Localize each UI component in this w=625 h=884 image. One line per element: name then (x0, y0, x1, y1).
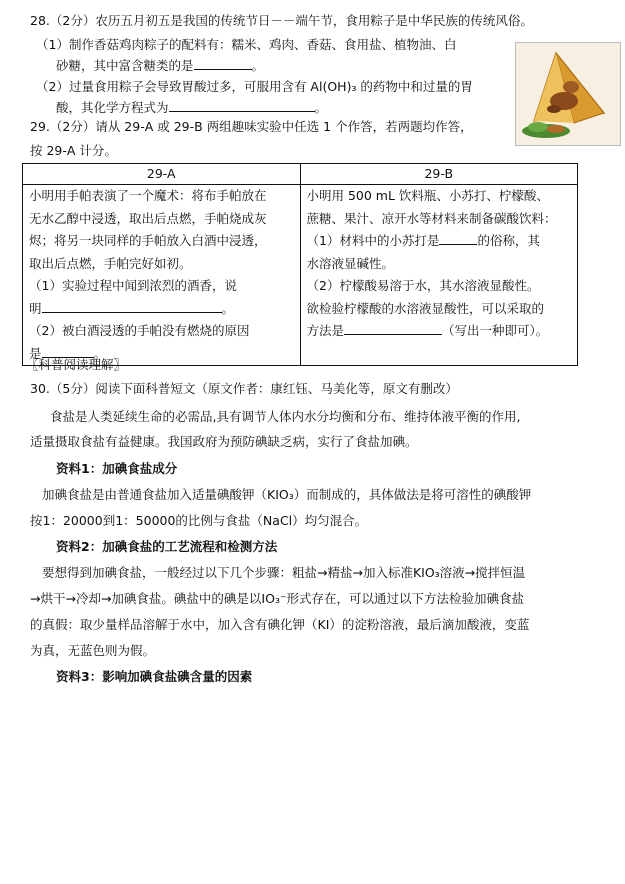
q29-table (22, 163, 578, 366)
material2-line2: →烘干→冷却→加碘食盐。碘盐中的碘是以IO₃⁻形式存在，可以通过以下方法检验加碘食盐 (30, 591, 525, 606)
q28-heading: 28.（2分）农历五月初五是我国的传统节日－－端午节，食用粽子是中华民族的传统风俗。 (30, 13, 533, 28)
a-period-1: 。 (221, 300, 235, 316)
a-line-7: （2）被白酒浸透的手帕没有燃烧的原因 (29, 323, 250, 338)
answer-blank-baking-soda[interactable] (439, 231, 477, 245)
a-line-5: （1）实验过程中闻到浓烈的酒香，说 (29, 278, 237, 293)
q28-period: 。 (251, 58, 265, 73)
material2-line4: 为真，无蓝色则为假。 (30, 643, 156, 658)
answer-blank-sugar[interactable] (194, 56, 252, 70)
q30-intro-1: 食盐是人类延续生命的必需品,具有调节人体内水分均衡和分布、维持体液平衡的作用, (50, 409, 521, 424)
q28-part2-line2 (56, 98, 327, 117)
col-29b-content (300, 185, 578, 366)
material2-line3: 的真假：取少量样品溶解于水中，加入含有碘化钾（KI）的淀粉溶液，最后滴加酸液，变蓝 (30, 617, 530, 632)
zongzi-illustration (516, 43, 620, 145)
q28-period-2: 。 (314, 100, 328, 115)
a-line-6-text: 明 (29, 300, 42, 316)
b-line-7-text: 方法是 (306, 323, 345, 338)
a-line-2: 无水乙醇中浸透，取出后点燃，手帕烧成灰 (29, 210, 267, 226)
b-line-3-text: （1）材料中的小苏打是 (306, 233, 440, 248)
answer-blank-acid-test[interactable] (344, 321, 442, 335)
col-29a-content (23, 185, 301, 366)
material1-title: 资料1：加碘食盐成分 (56, 461, 178, 476)
q28-part2-line1: （2）过量食用粽子会导致胃酸过多，可服用含有 Al(OH)₃ 的药物中和过量的胃 (36, 79, 473, 94)
b-line-4: 水溶液显碱性。 (306, 255, 395, 271)
col-29b-header: 29-B (300, 164, 578, 185)
q28-part2-text: 酸，其化学方程式为 (56, 100, 169, 115)
q28-part1-line2 (56, 56, 264, 75)
a-line-6 (29, 298, 294, 321)
b-line-5: （2）柠檬酸易溶于水，其水溶液显酸性。 (306, 278, 540, 293)
a-line-4: 取出后点燃，手帕完好如初。 (29, 255, 192, 271)
b-line-2: 蔗糖、果汁、凉开水等材料来制备碳酸饮料： (306, 210, 557, 226)
b-line-3 (307, 230, 572, 253)
a-line-3: 烬；将另一块同样的手帕放入白酒中浸透， (29, 233, 267, 248)
a-period-2: 。 (93, 345, 107, 361)
material1-line1: 加碘食盐是由普通食盐加入适量碘酸钾（KIO₃）而制成的，具体做法是将可溶性的碘酸钾 (42, 487, 532, 502)
b-line-3-tail: 的俗称，其 (477, 233, 540, 248)
b-line-6: 欲检验柠檬酸的水溶液显酸性，可以采取的 (306, 300, 545, 316)
b-line-7-tail: （写出一种即可）。 (442, 323, 549, 338)
section-heading: 〖科普阅读理解〗 (26, 357, 127, 372)
material1-line2: 按1：20000到1：50000的比例与食盐（NaCl）均匀混合。 (30, 513, 368, 528)
material3-title: 资料3：影响加碘食盐碘含量的因素 (56, 669, 253, 684)
q30-intro-2: 适量摄取食盐有益健康。我国政府为预防碘缺乏病，实行了食盐加碘。 (30, 434, 418, 449)
material2-title: 资料2：加碘食盐的工艺流程和检测方法 (56, 539, 278, 554)
answer-blank-wine-smell[interactable] (42, 299, 222, 313)
q29-heading: 29.（2分）请从 29-A 或 29-B 两组趣味实验中任选 1 个作答，若两题均作答， (30, 119, 473, 134)
col-29a-header: 29-A (23, 164, 301, 185)
material2-line1: 要想得到加碘食盐，一般经过以下几个步骤：粗盐→精盐→加入标准KIO₃溶液→搅拌恒温 (42, 565, 526, 580)
b-line-1: 小明用 500 mL 饮料瓶、小苏打、柠檬酸、 (306, 188, 549, 203)
q30-heading: 30.（5分）阅读下面科普短文（原文作者：康红钰、马美化等，原文有删改） (30, 381, 458, 396)
a-line-1: 小明用手帕表演了一个魔术：将布手帕放在 (29, 188, 267, 203)
zongzi-image (515, 42, 621, 146)
q28-part1-line1: （1）制作香菇鸡肉粽子的配料有：糯米、鸡肉、香菇、食用盐、植物油、白 (36, 37, 457, 52)
answer-blank-equation[interactable] (169, 98, 315, 112)
q28-part1-text: 砂糖，其中富含糖类的是 (56, 58, 194, 73)
q29-heading-2: 按 29-A 计分。 (30, 143, 117, 158)
a-line-8-text: 是 (29, 345, 42, 361)
b-line-7 (307, 320, 572, 343)
